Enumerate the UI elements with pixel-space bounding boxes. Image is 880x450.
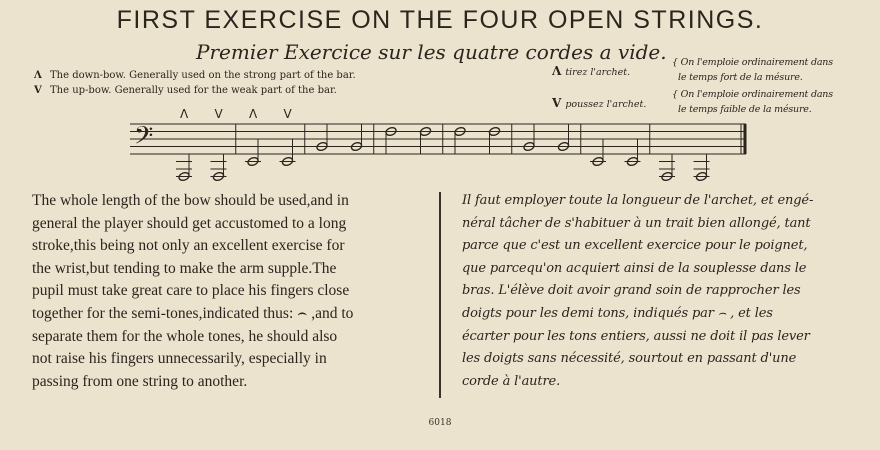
body-line-fr: néral tâcher de s'habituer à un trait bien allongé, tant (462, 215, 811, 231)
note-fr-line: { On l'emploie ordinairement dans (672, 57, 833, 68)
body-line-en: The whole length of the bow should be used,and in (32, 192, 349, 209)
music-staff (120, 106, 756, 188)
legend-fr-down-bow: Λ tirez l'archet. (552, 64, 631, 78)
column-divider (439, 192, 441, 398)
note-fr-line: le temps faible de la mésure. (678, 104, 812, 115)
body-text-english (32, 190, 424, 393)
bow-mark-icon: Λ (249, 107, 258, 121)
body-line-fr: les doigts sans nécessité, sourtout en passant d'une (462, 351, 797, 367)
note-fr-line: le temps fort de la mésure. (678, 72, 803, 83)
note-fr-line: { On l'emploie ordinairement dans (672, 89, 833, 100)
body-line-fr: corde à l'autre. (462, 373, 561, 389)
body-line-en: passing from one string to another. (32, 372, 248, 390)
legend-fr-up-bow: V poussez l'archet. (552, 96, 647, 110)
body-line-en: separate them for the whole tones, he should also (32, 327, 338, 345)
bow-mark-icon: V (283, 107, 292, 121)
body-line-en: stroke,this being not only an excellent exercise for (32, 237, 345, 255)
body-line-en: not raise his fingers unnecessarily, especially in (32, 350, 327, 368)
body-line-fr: que parcequ'on acquiert ainsi de la souplesse dans le (462, 260, 807, 276)
up-bow-icon: V (552, 96, 562, 110)
body-line-en: general the player should get accustomed to a long (32, 214, 347, 232)
body-line-en: the wrist,but tending to make the arm supple.The (32, 259, 337, 277)
down-bow-icon: Λ (34, 70, 42, 81)
body-line-en: pupil must take great care to place his fingers close (32, 282, 350, 300)
body-line-en: together for the semi-tones,indicated thus: ⌢ ,and to (32, 304, 354, 322)
legend-up-bow: V The up-bow. Generally used for the weak part of the bar. (34, 85, 337, 96)
down-bow-icon: Λ (552, 64, 562, 78)
bow-mark-icon: Λ (180, 107, 189, 121)
bass-clef-icon: 𝄢 (134, 121, 154, 157)
body-text-french (462, 190, 852, 393)
page-subtitle-fr: Premier Exercice sur les quatre cordes a vide. (196, 40, 667, 64)
body-line-fr: bras. L'élève doit avoir grand soin de rapprocher les (462, 283, 801, 299)
body-line-fr: Il faut employer toute la longueur de l'archet, et engé- (462, 193, 814, 208)
body-line-fr: parce que c'est un excellent exercice pour le poignet, (462, 238, 808, 254)
bow-mark-icon: V (214, 107, 223, 121)
body-line-fr: écarter pour les tons entiers, aussi ne doit il pas lever (462, 328, 810, 344)
page-number: 6018 (428, 418, 452, 428)
body-line-fr: doigts pour les demi tons, indiqués par ⌢ , et les (462, 305, 773, 321)
up-bow-icon: V (34, 85, 42, 96)
page-title: FIRST EXERCISE ON THE FOUR OPEN STRINGS. (116, 6, 764, 34)
legend-down-bow: Λ The down-bow. Generally used on the strong part of the bar. (34, 70, 356, 81)
